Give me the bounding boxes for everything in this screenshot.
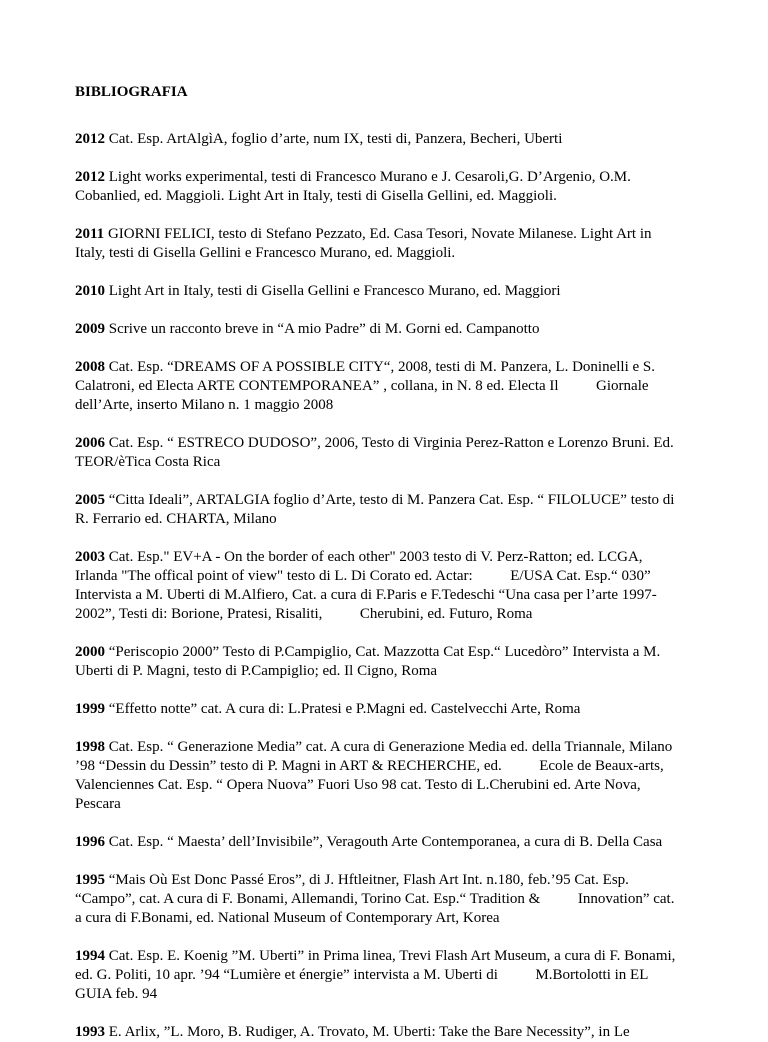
entry-year: 2009 [75, 321, 105, 337]
entry-year: 1996 [75, 834, 105, 850]
bibliography-entry [75, 871, 708, 928]
entry-year: 2000 [75, 644, 105, 660]
entry-year: 2008 [75, 359, 105, 375]
bibliography-entry [75, 643, 708, 681]
page-title: BIBLIOGRAFIA [75, 84, 188, 100]
entry-year: 2006 [75, 435, 105, 451]
entry-text: Cat. Esp. “ Generazione Media” cat. A cura di Generazione Media ed. della Triannale, Milano ’98 “Dessin du Dessin” testo di P. Magni in ART & RECHERCHE, ed. Ecole de Beaux-arts, Valenciennes Cat. Esp. “ Opera Nuova” Fuori Uso 98 cat. Testo di L.Cherubini ed. Arte Nova, Pescara [75, 739, 673, 812]
entry-text: Cat. Esp. “ Maesta’ dell’Invisibile”, Veragouth Arte Contemporanea, a cura di B. Della Casa [105, 834, 663, 850]
bibliography-entry [75, 358, 708, 415]
entry-text: Cat. Esp. “DREAMS OF A POSSIBLE CITY“, 2008, testi di M. Panzera, L. Doninelli e S. Calatroni, ed Electa ARTE CONTEMPORANEA” , collana, in N. 8 ed. Electa Il Giornale dell’Arte, inserto Milano n. 1 maggio 2008 [75, 359, 655, 413]
entry-year: 1999 [75, 701, 105, 717]
entry-text: Cat. Esp. “ ESTRECO DUDOSO”, 2006, Testo di Virginia Perez-Ratton e Lorenzo Bruni. Ed. TEOR/èTica Costa Rica [75, 435, 674, 470]
entry-year: 2011 [75, 226, 105, 242]
bibliography-entry [75, 225, 708, 263]
entry-text: Cat. Esp." EV+A - On the border of each other" 2003 testo di V. Perz-Ratton; ed. LCGA, Irlanda "The offical point of view" testo di L. Di Corato ed. Actar: E/USA Cat. Esp.“ 030” Intervista a M. Uberti di M.Alfiero, Cat. a cura di F.Paris e F.Tedeschi “Una casa per l’arte 1997- 2002”, Testi di: Borione, Pratesi, Risaliti, Cherubini, ed. Futuro, Roma [75, 549, 657, 622]
bibliography-entry [75, 282, 708, 301]
entry-text: Cat. Esp. ArtAlgìA, foglio d’arte, num IX, testi di, Panzera, Becheri, Uberti [105, 131, 563, 147]
entry-text: “Mais Où Est Donc Passé Eros”, di J. Hftleitner, Flash Art Int. n.180, feb.’95 Cat. Esp. “Campo”, cat. A cura di F. Bonami, Allemandi, Torino Cat. Esp.“ Tradition & Innovation” cat. a cura di F.Bonami, ed. National Museum of Contemporary Art, Korea [75, 872, 675, 926]
entry-text: Scrive un racconto breve in “A mio Padre” di M. Gorni ed. Campanotto [105, 321, 540, 337]
bibliography-entry [75, 548, 708, 624]
entry-year: 2005 [75, 492, 105, 508]
entry-year: 2003 [75, 549, 105, 565]
entry-text: E. Arlix, ”L. Moro, B. Rudiger, A. Trovato, M. Uberti: Take the Bare Necessity”, in Le [105, 1024, 630, 1040]
bibliography-entry [75, 947, 708, 1004]
bibliography-entry [75, 434, 708, 472]
bibliography-entry [75, 320, 708, 339]
bibliography-entry [75, 700, 708, 719]
entry-year: 1998 [75, 739, 105, 755]
entry-text: GIORNI FELICI, testo di Stefano Pezzato, Ed. Casa Tesori, Novate Milanese. Light Art in Italy, testi di Gisella Gellini e Francesco Murano, ed. Maggioli. [75, 226, 652, 261]
entry-year: 2012 [75, 131, 105, 147]
entry-text: Light Art in Italy, testi di Gisella Gellini e Francesco Murano, ed. Maggiori [105, 283, 561, 299]
entry-year: 1994 [75, 948, 105, 964]
entry-year: 1993 [75, 1024, 105, 1040]
bibliography-entry [75, 1023, 708, 1042]
bibliography-entry [75, 130, 708, 149]
bibliography-entry [75, 833, 708, 852]
entry-year: 2010 [75, 283, 105, 299]
entry-text: “Periscopio 2000” Testo di P.Campiglio, Cat. Mazzotta Cat Esp.“ Lucedòro” Intervista a M. Uberti di P. Magni, testo di P.Campiglio; ed. Il Cigno, Roma [75, 644, 661, 679]
bibliography-entry [75, 738, 708, 814]
entry-text: “Effetto notte” cat. A cura di: L.Pratesi e P.Magni ed. Castelvecchi Arte, Roma [105, 701, 581, 717]
entry-year: 1995 [75, 872, 105, 888]
entry-text: Light works experimental, testi di Francesco Murano e J. Cesaroli,G. D’Argenio, O.M. Cobanlied, ed. Maggioli. Light Art in Italy, testi di Gisella Gellini, ed. Maggioli. [75, 169, 631, 204]
entry-year: 2012 [75, 169, 105, 185]
entry-text: Cat. Esp. E. Koenig ”M. Uberti” in Prima linea, Trevi Flash Art Museum, a cura di F. Bonami, ed. G. Politi, 10 apr. ’94 “Lumière et énergie” intervista a M. Uberti di M.Bortolotti in EL GUIA feb. 94 [75, 948, 676, 1002]
bibliography-entry [75, 168, 708, 206]
entry-text: “Citta Ideali”, ARTALGIA foglio d’Arte, testo di M. Panzera Cat. Esp. “ FILOLUCE” testo di R. Ferrario ed. CHARTA, Milano [75, 492, 675, 527]
bibliography-entry [75, 491, 708, 529]
